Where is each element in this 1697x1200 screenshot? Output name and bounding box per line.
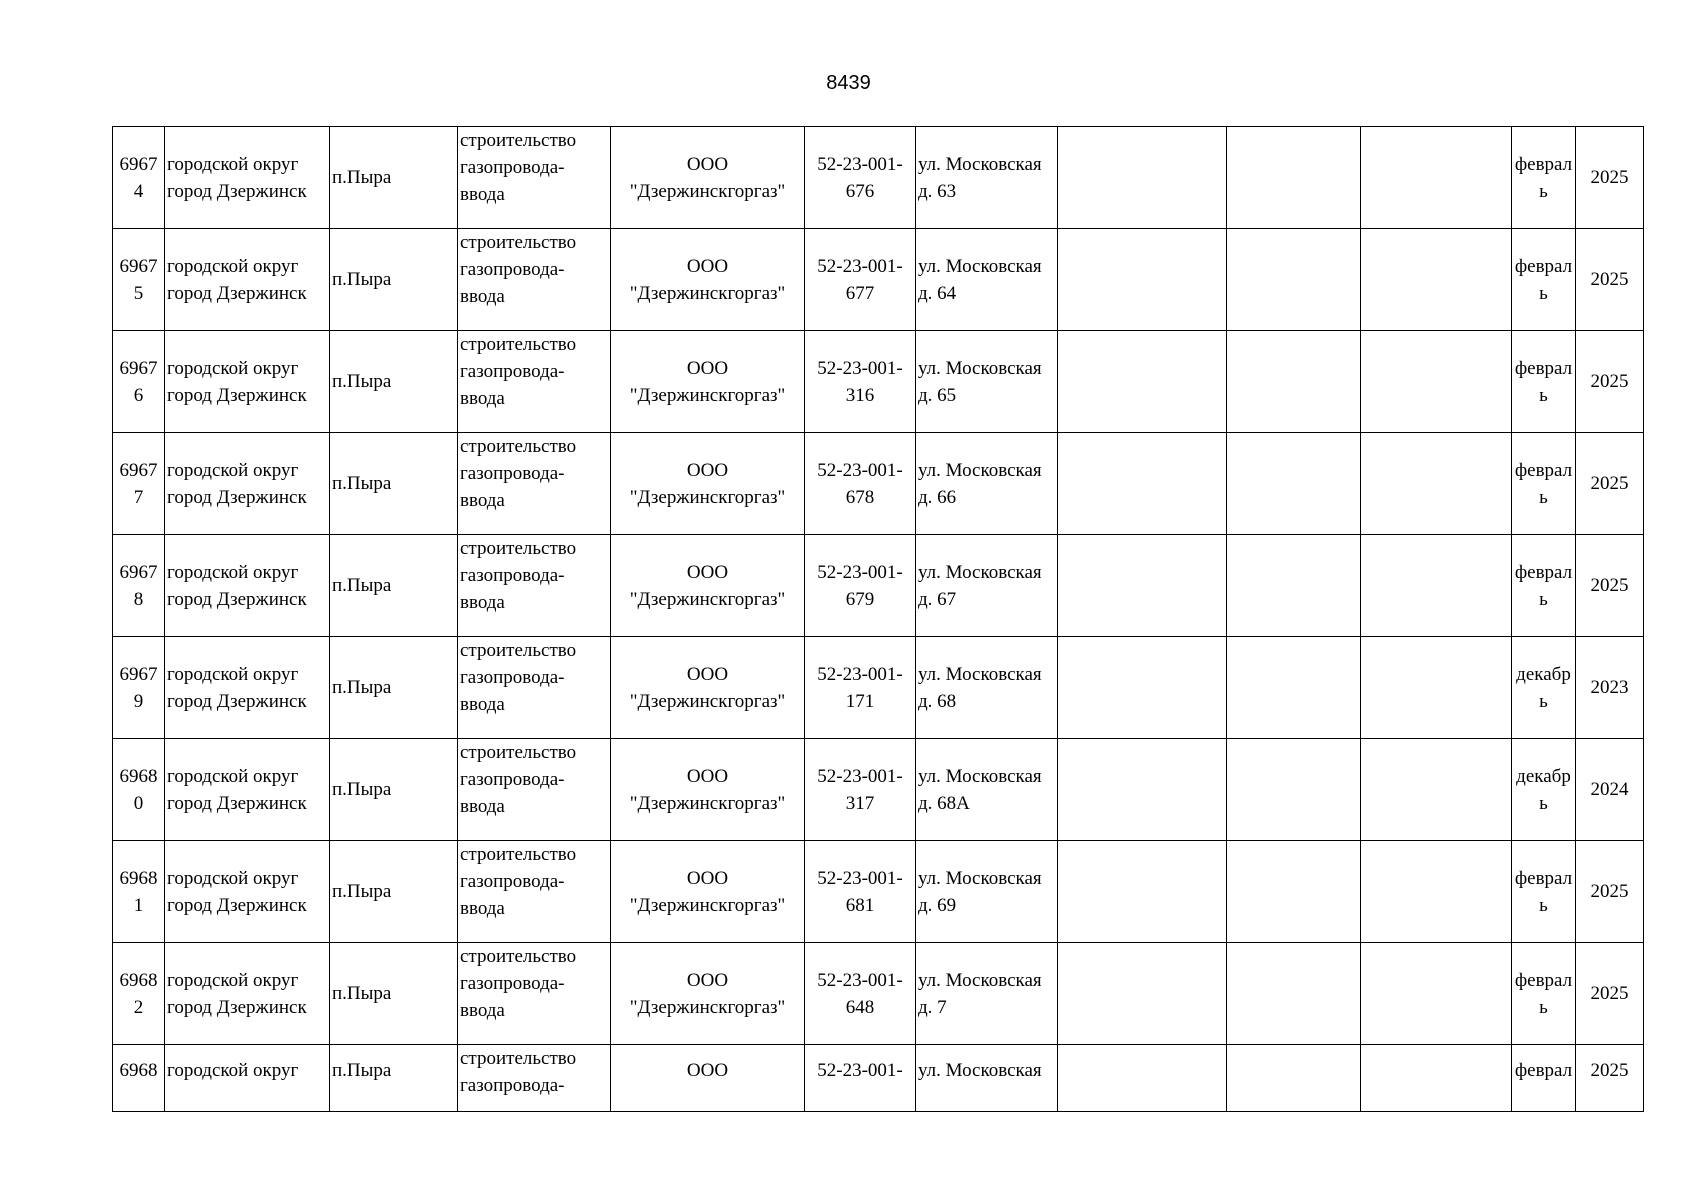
organization-text: ООО — [686, 255, 729, 277]
year-cell — [1576, 1045, 1644, 1112]
row-number-cell — [113, 535, 165, 637]
organization-text: ООО — [686, 663, 729, 685]
month-text: декабр — [1516, 765, 1571, 787]
district-text: город Дзержинск — [167, 792, 307, 814]
row-number-cell — [113, 739, 165, 841]
organization-cell — [611, 433, 805, 535]
row-number-text: 6967 — [119, 663, 158, 685]
work-type-text: строительство — [460, 130, 577, 151]
row-number-text: 6967 — [119, 255, 158, 277]
cadastral-number-text: 678 — [845, 486, 875, 508]
work-type-text: газопровода- — [460, 259, 565, 280]
empty-cell — [1058, 841, 1227, 943]
work-type-cell — [458, 943, 611, 1045]
month-text: феврал — [1514, 1060, 1573, 1081]
cadastral-number-text: 52-23-001- — [817, 663, 903, 685]
locality-cell — [330, 535, 458, 637]
table-row — [113, 1045, 1644, 1112]
cadastral-number-cell — [805, 535, 916, 637]
address-cell — [916, 229, 1058, 331]
district-text: городской округ — [167, 153, 299, 175]
row-number-text: 6 — [133, 384, 144, 406]
district-cell — [165, 331, 330, 433]
work-type-text: строительство — [460, 742, 577, 763]
empty-cell — [1361, 535, 1512, 637]
row-number-text: 6967 — [119, 561, 158, 583]
empty-cell — [1058, 229, 1227, 331]
locality-text: п.Пыра — [332, 779, 392, 800]
district-text: город Дзержинск — [167, 690, 307, 712]
locality-text: п.Пыра — [332, 1060, 392, 1081]
district-cell — [165, 637, 330, 739]
address-cell — [916, 331, 1058, 433]
address-cell — [916, 841, 1058, 943]
organization-text: ООО — [686, 357, 729, 379]
row-number-text: 9 — [133, 690, 144, 712]
month-cell — [1512, 229, 1576, 331]
year-cell — [1576, 841, 1644, 943]
work-type-text: строительство — [460, 232, 577, 253]
row-number-text: 6967 — [119, 459, 158, 481]
month-text: феврал — [1514, 867, 1573, 889]
work-type-text: строительство — [460, 1048, 577, 1069]
month-text: ь — [1539, 384, 1548, 406]
work-type-text: газопровода- — [460, 1075, 565, 1096]
organization-cell — [611, 739, 805, 841]
organization-text: "Дзержинскгоргаз" — [629, 996, 786, 1018]
organization-cell — [611, 637, 805, 739]
work-type-text: газопровода- — [460, 667, 565, 688]
cadastral-number-cell — [805, 433, 916, 535]
cadastral-number-cell — [805, 943, 916, 1045]
empty-cell — [1227, 535, 1361, 637]
locality-cell — [330, 127, 458, 229]
address-cell — [916, 739, 1058, 841]
row-number-text: 4 — [133, 180, 144, 202]
work-type-cell — [458, 331, 611, 433]
year-text: 2025 — [1590, 575, 1629, 596]
cadastral-number-text: 52-23-001- — [817, 969, 903, 991]
locality-cell — [330, 943, 458, 1045]
district-cell — [165, 841, 330, 943]
organization-text: "Дзержинскгоргаз" — [629, 282, 786, 304]
row-number-text: 6968 — [119, 1060, 158, 1081]
row-number-text: 6968 — [119, 867, 158, 889]
empty-cell — [1058, 739, 1227, 841]
empty-cell — [1361, 1045, 1512, 1112]
cadastral-number-cell — [805, 841, 916, 943]
month-text: ь — [1539, 180, 1548, 202]
cadastral-number-cell — [805, 1045, 916, 1112]
table-row — [113, 127, 1644, 229]
month-cell — [1512, 637, 1576, 739]
month-cell — [1512, 127, 1576, 229]
month-text: феврал — [1514, 561, 1573, 583]
organization-text: ООО — [686, 765, 729, 787]
cadastral-number-cell — [805, 127, 916, 229]
work-type-text: газопровода- — [460, 973, 565, 994]
district-cell — [165, 229, 330, 331]
row-number-cell — [113, 1045, 165, 1112]
month-cell — [1512, 841, 1576, 943]
year-text: 2025 — [1590, 371, 1629, 392]
work-type-text: газопровода- — [460, 463, 565, 484]
district-text: город Дзержинск — [167, 282, 307, 304]
address-text: ул. Московская — [918, 153, 1042, 175]
row-number-cell — [113, 637, 165, 739]
district-cell — [165, 433, 330, 535]
row-number-text: 6967 — [119, 153, 158, 175]
cadastral-number-text: 52-23-001- — [817, 153, 903, 175]
month-text: ь — [1539, 690, 1548, 712]
month-cell — [1512, 1045, 1576, 1112]
organization-text: ООО — [686, 561, 729, 583]
address-text: ул. Московская — [918, 663, 1042, 685]
locality-cell — [330, 331, 458, 433]
organization-text: ООО — [686, 459, 729, 481]
address-text: д. 65 — [918, 384, 957, 406]
table-row — [113, 739, 1644, 841]
month-text: декабр — [1516, 663, 1571, 685]
locality-cell — [330, 637, 458, 739]
address-text: ул. Московская — [918, 255, 1042, 277]
year-text: 2025 — [1590, 269, 1629, 290]
table-row — [113, 841, 1644, 943]
cadastral-number-cell — [805, 637, 916, 739]
year-text: 2025 — [1590, 167, 1629, 188]
organization-text: "Дзержинскгоргаз" — [629, 384, 786, 406]
address-text: ул. Московская — [918, 1060, 1042, 1081]
work-type-text: ввода — [460, 388, 505, 409]
cadastral-number-text: 52-23-001- — [817, 765, 903, 787]
locality-cell — [330, 229, 458, 331]
work-type-text: ввода — [460, 184, 505, 205]
year-cell — [1576, 637, 1644, 739]
row-number-cell — [113, 433, 165, 535]
address-cell — [916, 943, 1058, 1045]
empty-cell — [1227, 433, 1361, 535]
work-type-cell — [458, 739, 611, 841]
organization-text: "Дзержинскгоргаз" — [629, 894, 786, 916]
cadastral-number-text: 648 — [845, 996, 875, 1018]
empty-cell — [1058, 637, 1227, 739]
work-type-text: ввода — [460, 490, 505, 511]
month-cell — [1512, 943, 1576, 1045]
row-number-text: 6968 — [119, 765, 158, 787]
organization-text: ООО — [686, 867, 729, 889]
month-text: ь — [1539, 996, 1548, 1018]
address-text: ул. Московская — [918, 969, 1042, 991]
organization-text: "Дзержинскгоргаз" — [629, 486, 786, 508]
cadastral-number-text: 679 — [845, 588, 875, 610]
address-text: д. 64 — [918, 282, 957, 304]
district-cell — [165, 1045, 330, 1112]
district-text: город Дзержинск — [167, 894, 307, 916]
locality-cell — [330, 433, 458, 535]
year-cell — [1576, 229, 1644, 331]
register-table — [112, 126, 1644, 1112]
cadastral-number-text: 52-23-001- — [817, 867, 903, 889]
district-text: город Дзержинск — [167, 588, 307, 610]
organization-text: "Дзержинскгоргаз" — [629, 180, 786, 202]
row-number-cell — [113, 127, 165, 229]
work-type-text: ввода — [460, 592, 505, 613]
cadastral-number-text: 317 — [845, 792, 875, 814]
work-type-text: ввода — [460, 286, 505, 307]
month-cell — [1512, 433, 1576, 535]
address-text: д. 63 — [918, 180, 957, 202]
month-text: ь — [1539, 792, 1548, 814]
district-text: городской округ — [167, 561, 299, 583]
empty-cell — [1058, 1045, 1227, 1112]
district-text: город Дзержинск — [167, 384, 307, 406]
row-number-text: 2 — [133, 996, 144, 1018]
year-cell — [1576, 127, 1644, 229]
month-text: феврал — [1514, 357, 1573, 379]
address-text: ул. Московская — [918, 765, 1042, 787]
empty-cell — [1058, 127, 1227, 229]
address-text: д. 66 — [918, 486, 957, 508]
table-row — [113, 331, 1644, 433]
district-text: городской округ — [167, 969, 299, 991]
organization-cell — [611, 127, 805, 229]
work-type-text: ввода — [460, 898, 505, 919]
address-text: д. 68А — [918, 792, 970, 814]
locality-text: п.Пыра — [332, 677, 392, 698]
table-row — [113, 229, 1644, 331]
locality-text: п.Пыра — [332, 269, 392, 290]
month-text: феврал — [1514, 459, 1573, 481]
district-text: город Дзержинск — [167, 996, 307, 1018]
address-text: ул. Московская — [918, 357, 1042, 379]
year-cell — [1576, 535, 1644, 637]
empty-cell — [1058, 433, 1227, 535]
cadastral-number-cell — [805, 331, 916, 433]
address-text: д. 69 — [918, 894, 957, 916]
district-cell — [165, 739, 330, 841]
empty-cell — [1058, 943, 1227, 1045]
row-number-text: 7 — [133, 486, 144, 508]
work-type-cell — [458, 637, 611, 739]
cadastral-number-text: 52-23-001- — [817, 561, 903, 583]
organization-text: ООО — [686, 969, 729, 991]
organization-text: ООО — [686, 1060, 729, 1081]
work-type-text: строительство — [460, 946, 577, 967]
organization-cell — [611, 229, 805, 331]
table-row — [113, 943, 1644, 1045]
address-cell — [916, 1045, 1058, 1112]
work-type-text: ввода — [460, 796, 505, 817]
table-row — [113, 433, 1644, 535]
cadastral-number-cell — [805, 739, 916, 841]
empty-cell — [1058, 331, 1227, 433]
locality-text: п.Пыра — [332, 167, 392, 188]
locality-cell — [330, 841, 458, 943]
month-text: ь — [1539, 894, 1548, 916]
district-text: городской округ — [167, 357, 299, 379]
address-text: д. 67 — [918, 588, 957, 610]
work-type-text: газопровода- — [460, 871, 565, 892]
year-text: 2025 — [1590, 473, 1629, 494]
row-number-text: 5 — [133, 282, 144, 304]
empty-cell — [1361, 739, 1512, 841]
organization-cell — [611, 841, 805, 943]
month-text: ь — [1539, 486, 1548, 508]
month-text: ь — [1539, 282, 1548, 304]
empty-cell — [1227, 943, 1361, 1045]
cadastral-number-text: 677 — [845, 282, 875, 304]
month-text: феврал — [1514, 255, 1573, 277]
page-number: 8439 — [826, 72, 871, 94]
cadastral-number-text: 52-23-001- — [817, 1060, 903, 1081]
work-type-text: газопровода- — [460, 361, 565, 382]
empty-cell — [1058, 535, 1227, 637]
work-type-text: ввода — [460, 1000, 505, 1021]
work-type-cell — [458, 433, 611, 535]
cadastral-number-text: 52-23-001- — [817, 357, 903, 379]
row-number-cell — [113, 331, 165, 433]
empty-cell — [1361, 943, 1512, 1045]
year-cell — [1576, 739, 1644, 841]
table-row — [113, 535, 1644, 637]
address-text: ул. Московская — [918, 459, 1042, 481]
cadastral-number-text: 681 — [845, 894, 875, 916]
cadastral-number-text: 316 — [845, 384, 875, 406]
locality-text: п.Пыра — [332, 575, 392, 596]
month-text: ь — [1539, 588, 1548, 610]
work-type-cell — [458, 535, 611, 637]
empty-cell — [1227, 127, 1361, 229]
month-cell — [1512, 535, 1576, 637]
row-number-cell — [113, 943, 165, 1045]
cadastral-number-cell — [805, 229, 916, 331]
address-text: д. 7 — [918, 996, 947, 1018]
year-text: 2024 — [1590, 779, 1629, 800]
district-text: городской округ — [167, 765, 299, 787]
district-cell — [165, 943, 330, 1045]
locality-cell — [330, 739, 458, 841]
district-text: город Дзержинск — [167, 180, 307, 202]
district-text: городской округ — [167, 459, 299, 481]
month-text: феврал — [1514, 153, 1573, 175]
work-type-cell — [458, 1045, 611, 1112]
work-type-text: строительство — [460, 436, 577, 457]
empty-cell — [1361, 433, 1512, 535]
work-type-text: строительство — [460, 844, 577, 865]
cadastral-number-text: 171 — [845, 690, 875, 712]
empty-cell — [1361, 331, 1512, 433]
year-cell — [1576, 943, 1644, 1045]
address-cell — [916, 433, 1058, 535]
row-number-cell — [113, 841, 165, 943]
address-text: ул. Московская — [918, 561, 1042, 583]
organization-cell — [611, 1045, 805, 1112]
month-text: феврал — [1514, 969, 1573, 991]
work-type-cell — [458, 127, 611, 229]
address-cell — [916, 535, 1058, 637]
row-number-text: 8 — [133, 588, 144, 610]
organization-text: "Дзержинскгоргаз" — [629, 588, 786, 610]
work-type-cell — [458, 841, 611, 943]
work-type-text: строительство — [460, 538, 577, 559]
cadastral-number-text: 52-23-001- — [817, 459, 903, 481]
address-text: ул. Московская — [918, 867, 1042, 889]
locality-text: п.Пыра — [332, 983, 392, 1004]
district-text: городской округ — [167, 867, 299, 889]
year-cell — [1576, 331, 1644, 433]
table-body — [113, 127, 1644, 1112]
locality-text: п.Пыра — [332, 473, 392, 494]
year-cell — [1576, 433, 1644, 535]
empty-cell — [1227, 229, 1361, 331]
organization-cell — [611, 943, 805, 1045]
row-number-text: 1 — [133, 894, 144, 916]
month-cell — [1512, 739, 1576, 841]
row-number-cell — [113, 229, 165, 331]
district-text: городской округ — [167, 663, 299, 685]
organization-text: "Дзержинскгоргаз" — [629, 792, 786, 814]
work-type-text: ввода — [460, 694, 505, 715]
empty-cell — [1227, 637, 1361, 739]
district-cell — [165, 127, 330, 229]
locality-text: п.Пыра — [332, 881, 392, 902]
organization-cell — [611, 535, 805, 637]
empty-cell — [1361, 841, 1512, 943]
empty-cell — [1227, 739, 1361, 841]
empty-cell — [1361, 127, 1512, 229]
year-text: 2023 — [1590, 677, 1629, 698]
empty-cell — [1227, 331, 1361, 433]
empty-cell — [1361, 637, 1512, 739]
work-type-text: газопровода- — [460, 769, 565, 790]
row-number-text: 0 — [133, 792, 144, 814]
row-number-text: 6967 — [119, 357, 158, 379]
organization-text: "Дзержинскгоргаз" — [629, 690, 786, 712]
work-type-text: строительство — [460, 640, 577, 661]
district-text: городской округ — [167, 255, 299, 277]
locality-cell — [330, 1045, 458, 1112]
work-type-cell — [458, 229, 611, 331]
district-cell — [165, 535, 330, 637]
organization-text: ООО — [686, 153, 729, 175]
address-text: д. 68 — [918, 690, 957, 712]
work-type-text: строительство — [460, 334, 577, 355]
district-text: городской округ — [167, 1060, 299, 1081]
year-text: 2025 — [1590, 1060, 1629, 1081]
year-text: 2025 — [1590, 881, 1629, 902]
address-cell — [916, 127, 1058, 229]
locality-text: п.Пыра — [332, 371, 392, 392]
empty-cell — [1227, 1045, 1361, 1112]
work-type-text: газопровода- — [460, 157, 565, 178]
table-row — [113, 637, 1644, 739]
work-type-text: газопровода- — [460, 565, 565, 586]
empty-cell — [1361, 229, 1512, 331]
organization-cell — [611, 331, 805, 433]
cadastral-number-text: 676 — [845, 180, 875, 202]
row-number-text: 6968 — [119, 969, 158, 991]
month-cell — [1512, 331, 1576, 433]
empty-cell — [1227, 841, 1361, 943]
district-text: город Дзержинск — [167, 486, 307, 508]
year-text: 2025 — [1590, 983, 1629, 1004]
cadastral-number-text: 52-23-001- — [817, 255, 903, 277]
address-cell — [916, 637, 1058, 739]
